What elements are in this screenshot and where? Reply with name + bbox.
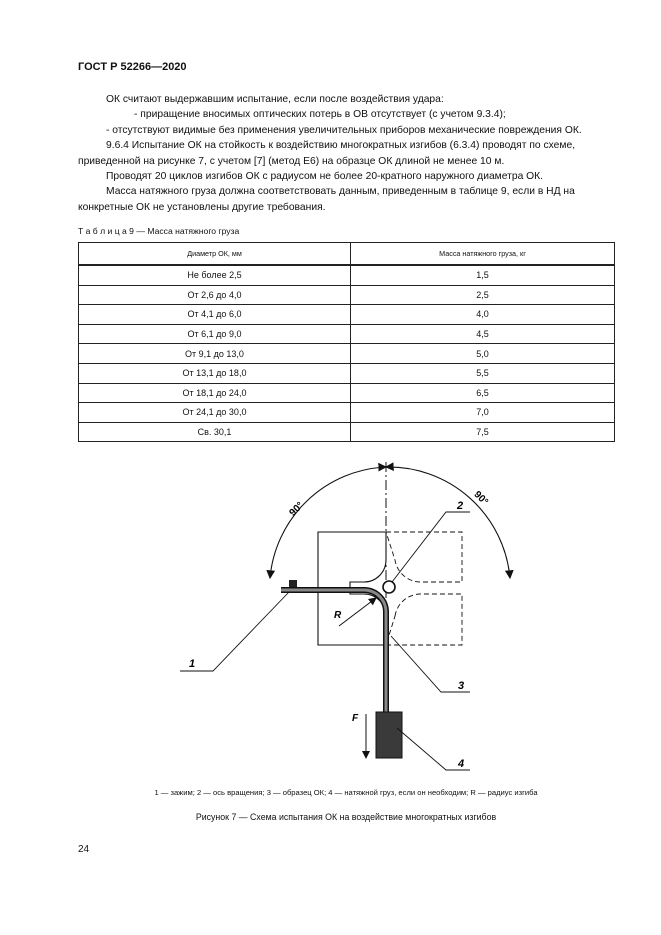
angle-label-left: 90° xyxy=(287,500,306,519)
cell-diameter: От 2,6 до 4,0 xyxy=(79,285,351,305)
callout-1: 1 xyxy=(189,658,196,670)
force-label: F xyxy=(352,713,359,724)
callout-2: 2 xyxy=(457,500,464,512)
cell-mass: 5,0 xyxy=(351,344,615,364)
paragraph-bullet-loss: - приращение вносимых оптических потерь в ОВ отсутствует (с учетом 9.3.4); xyxy=(134,109,506,121)
cell-mass: 1,5 xyxy=(351,265,615,285)
mirrored-mandrel-dashed-lower xyxy=(386,594,462,645)
cell-diameter: Св. 30,1 xyxy=(79,422,351,442)
table-row xyxy=(79,305,615,325)
column-header-diameter: Диаметр ОК, мм xyxy=(79,243,351,266)
paragraph-cycles: Проводят 20 циклов изгибов ОК с радиусом не более 20-кратного наружного диаметра ОК. xyxy=(106,171,544,183)
table-header-row xyxy=(79,243,615,266)
table-row xyxy=(79,285,615,305)
clamp xyxy=(289,580,297,587)
cell-diameter: От 4,1 до 6,0 xyxy=(79,305,351,325)
table-row xyxy=(79,422,615,442)
table-row xyxy=(79,383,615,403)
cell-diameter: От 18,1 до 24,0 xyxy=(79,383,351,403)
cell-mass: 7,0 xyxy=(351,403,615,423)
page-number: 24 xyxy=(78,844,90,855)
angle-label-right: 90° xyxy=(471,489,490,508)
table-row xyxy=(79,265,615,285)
cell-mass: 2,5 xyxy=(351,285,615,305)
cell-diameter: От 13,1 до 18,0 xyxy=(79,363,351,383)
figure-caption: Рисунок 7 — Схема испытания ОК на воздействие многократных изгибов xyxy=(195,812,497,822)
table-row xyxy=(79,363,615,383)
figure-legend: 1 — зажим; 2 — ось вращения; 3 — образец ОК; 4 — натяжной груз, если он необходим; R — радиус изгиба xyxy=(154,788,538,797)
table-row xyxy=(79,344,615,364)
table-row xyxy=(79,324,615,344)
body-text xyxy=(78,92,614,215)
document-header: ГОСТ Р 52266—2020 xyxy=(78,61,187,73)
table-caption: Т а б л и ц а 9 — Масса натяжного груза xyxy=(78,226,240,236)
cell-diameter: От 9,1 до 13,0 xyxy=(79,344,351,364)
paragraph-9-6-4: 9.6.4 Испытание ОК на стойкость к воздействию многократных изгибов (6.3.4) проводят по схеме, приведенной на рисунке 7, с учетом [7] (метод Е6) на образце ОК длиной не менее 10 м. xyxy=(78,140,576,167)
leader-1 xyxy=(180,592,289,671)
cell-diameter: Не более 2,5 xyxy=(79,265,351,285)
cell-diameter: От 6,1 до 9,0 xyxy=(79,324,351,344)
cell-diameter: От 24,1 до 30,0 xyxy=(79,403,351,423)
radius-label: R xyxy=(334,610,342,621)
table-row xyxy=(79,403,615,423)
callout-4: 4 xyxy=(458,758,465,770)
table-9 xyxy=(78,242,615,442)
callout-3: 3 xyxy=(458,680,465,692)
rotation-axis-circle xyxy=(383,581,395,593)
column-header-mass: Масса натяжного груза, кг xyxy=(351,243,615,266)
cell-mass: 6,5 xyxy=(351,383,615,403)
cell-mass: 4,5 xyxy=(351,324,615,344)
paragraph-impact-result: ОК считают выдержавшим испытание, если после воздействия удара: xyxy=(106,94,444,105)
angle-arc-right xyxy=(386,467,510,578)
leader-2 xyxy=(392,512,470,582)
cell-mass: 5,5 xyxy=(351,363,615,383)
paragraph-bullet-damage: - отсутствуют видимые без применения увеличительных приборов механические повреждения ОК. xyxy=(106,124,582,136)
bending-test-diagram xyxy=(189,460,590,780)
tension-weight xyxy=(376,712,402,758)
paragraph-weight: Масса натяжного груза должна соответствовать данным, приведенным в таблице 9, если в НД на конкретные ОК не установлены другие требования. xyxy=(78,186,575,213)
cell-mass: 4,0 xyxy=(351,305,615,325)
cell-mass: 7,5 xyxy=(351,422,615,442)
